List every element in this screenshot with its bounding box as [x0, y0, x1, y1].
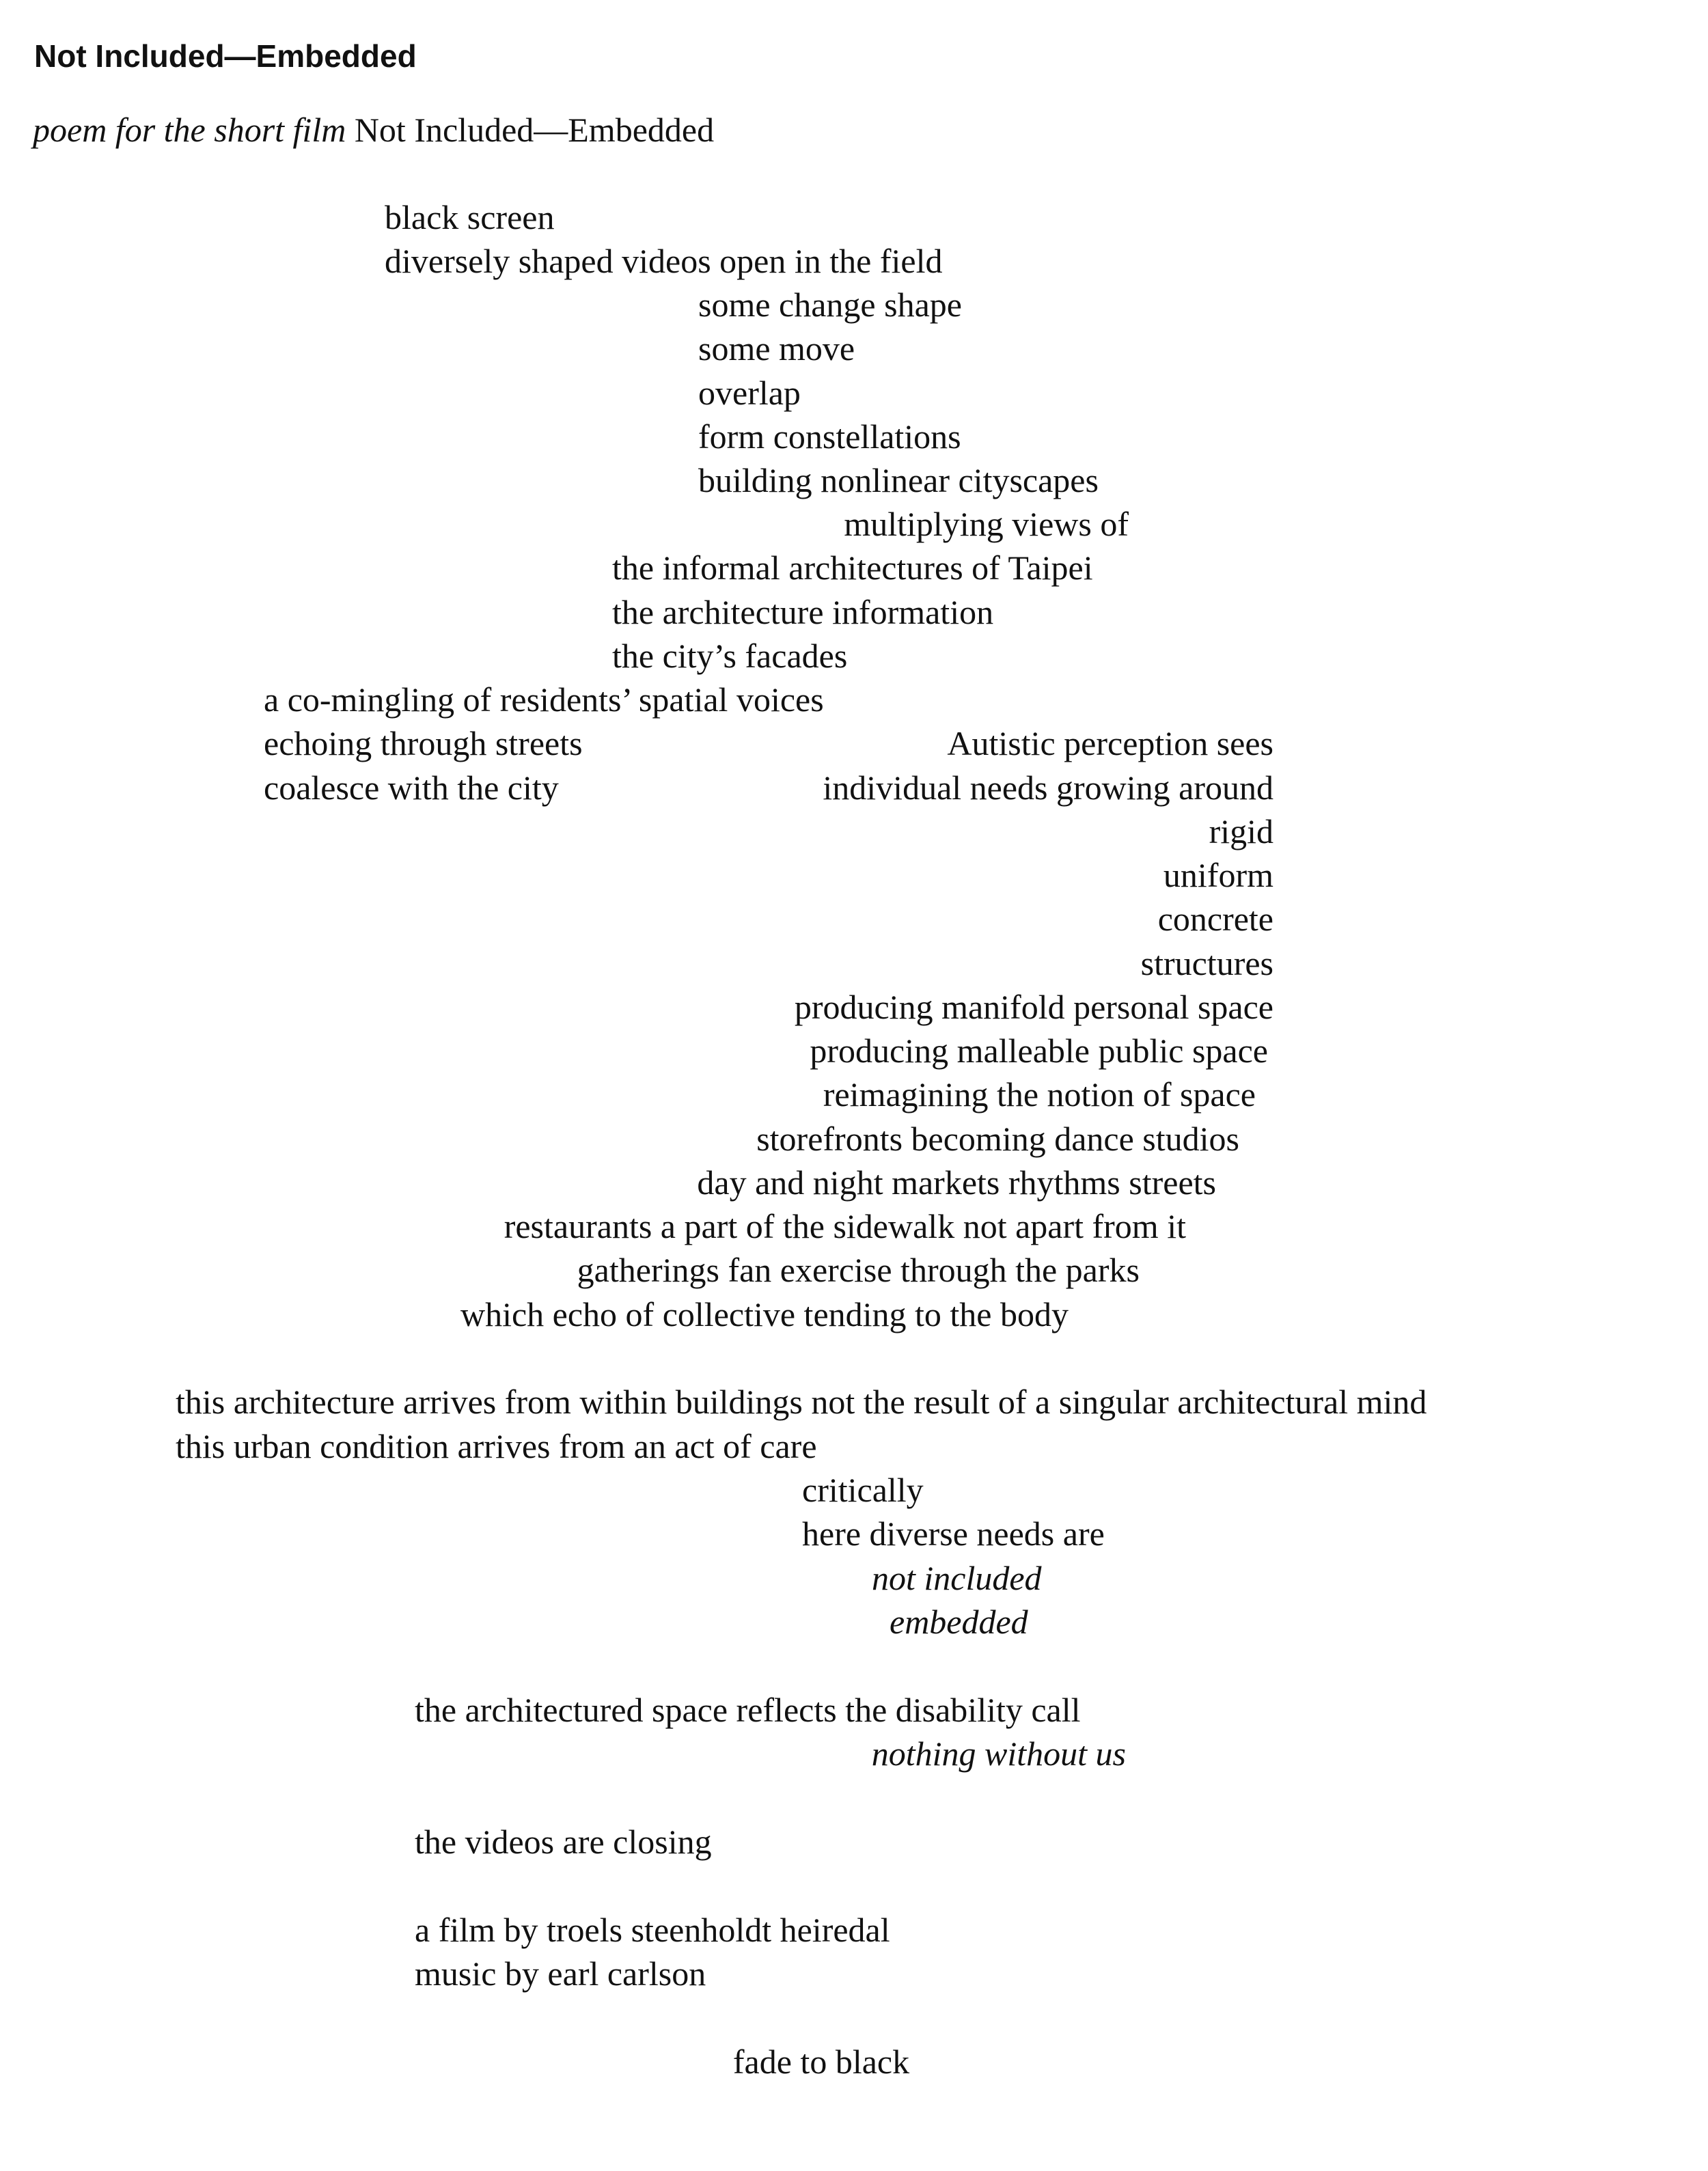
poem-line: building nonlinear cityscapes — [698, 461, 1099, 499]
poem-line: which echo of collective tending to the body — [460, 1295, 1069, 1333]
poem-line: uniform — [1163, 856, 1273, 894]
poem-line-italic: not included — [872, 1559, 1042, 1597]
poem-line: this architecture arrives from within buildings not the result of a singular architectural mind — [176, 1383, 1427, 1421]
poem-line-italic: embedded — [890, 1603, 1028, 1641]
poem-line: black screen — [385, 198, 555, 236]
poem-line: the city’s facades — [612, 637, 848, 675]
subtitle-film-title: Not Included—Embedded — [346, 111, 715, 149]
poem-line: producing malleable public space — [810, 1032, 1268, 1070]
poem-line: form constellations — [698, 417, 961, 456]
poem-line: storefronts becoming dance studios — [756, 1120, 1239, 1158]
poem-line: echoing through streets — [264, 724, 583, 762]
poem-line: reimagining the notion of space — [823, 1075, 1256, 1114]
poem-line: coalesce with the city — [264, 769, 559, 807]
poem-line: restaurants a part of the sidewalk not apart from it — [504, 1207, 1186, 1245]
page-title: Not Included—Embedded — [34, 38, 417, 74]
poem-line: the architecture information — [612, 593, 994, 631]
poem-line: some change shape — [698, 286, 962, 324]
poem-line: gatherings fan exercise through the parks — [577, 1251, 1140, 1289]
poem-line: rigid — [1209, 812, 1273, 851]
poem-line: fade to black — [732, 2043, 910, 2081]
poem-line: some move — [698, 329, 855, 368]
credit-line: a film by troels steenholdt heiredal — [415, 1911, 890, 1949]
poem-line: the videos are closing — [415, 1823, 712, 1861]
poem-line: critically — [802, 1471, 924, 1509]
poem-line-italic: nothing without us — [871, 1734, 1126, 1773]
poem-line: the informal architectures of Taipei — [612, 549, 1093, 587]
poem-line: producing manifold personal space — [794, 988, 1273, 1026]
subtitle-italic: poem for the short film — [33, 111, 346, 149]
poem-line: overlap — [698, 374, 801, 412]
page-subtitle — [33, 109, 714, 150]
credit-line: music by earl carlson — [415, 1954, 706, 1993]
poem-line: day and night markets rhythms streets — [697, 1163, 1216, 1202]
poem-line: individual needs growing around — [823, 769, 1273, 807]
poem-line: this urban condition arrives from an act of care — [176, 1427, 817, 1465]
poem-line: structures — [1140, 944, 1273, 982]
poem-line: the architectured space reflects the disability call — [415, 1691, 1081, 1729]
poem-line: multiplying views of — [844, 505, 1129, 543]
poem-line: concrete — [1157, 900, 1273, 938]
poem-line: Autistic perception sees — [947, 724, 1273, 762]
poem-line: diversely shaped videos open in the field — [385, 242, 943, 280]
poem-line: here diverse needs are — [802, 1515, 1105, 1553]
poem-line: a co-mingling of residents’ spatial voices — [264, 680, 824, 719]
